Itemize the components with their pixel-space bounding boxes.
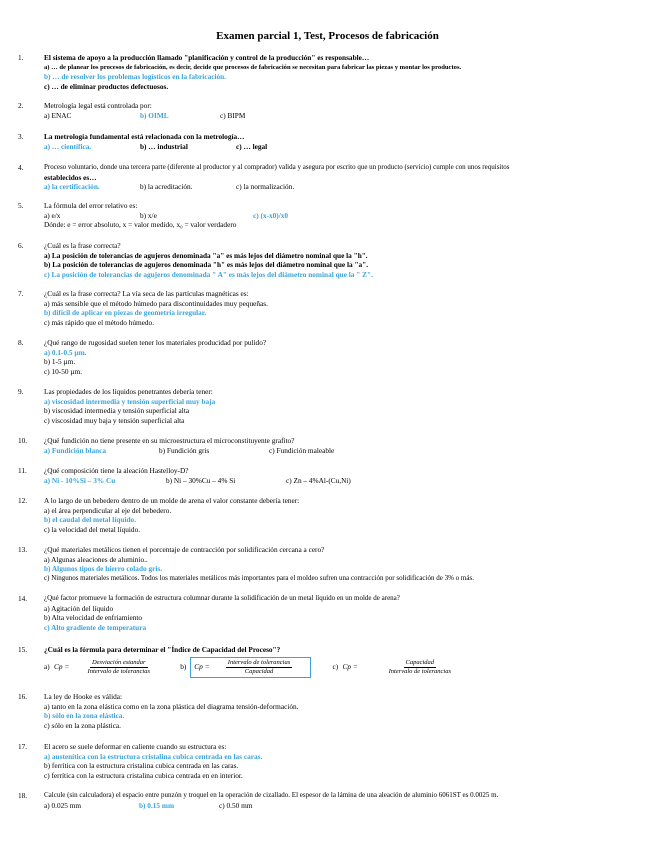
option-a-cp: Cp =	[54, 662, 70, 672]
question-number: 14.	[18, 594, 28, 603]
question-text-cont: establecidos es…	[44, 172, 97, 182]
option-b: b) viscosidad intermedia y tensión superficial alta	[44, 406, 190, 416]
option-a-correct: a) austenítica con la estructura cristalina cubica centrada en las caras.	[44, 751, 263, 761]
option-a-correct: a) … científica.	[44, 141, 92, 151]
question-number: 15.	[18, 645, 28, 654]
option-a-fraction	[71, 659, 166, 676]
option-a: a) … de planear los procesos de fabricación, es decir, decide que procesos de fabricación se necesitan para fabricar las piezas y montar los productos.	[44, 63, 462, 71]
option-c: c) … de eliminar productos defectuosos.	[44, 81, 169, 91]
option-a: a) más sensible que el método húmedo para discontinuidades muy pequeñas.	[44, 298, 268, 308]
question-text: ¿Qué fundición no tiene presente en su microestructura el microconstituyente grafito?	[44, 436, 295, 445]
option-a: a) Algunas aleaciones de aluminio..	[44, 554, 148, 564]
option-b-correct: b) Algunos tipos de hierro colado gris.	[44, 564, 163, 574]
option-b: b) la acreditación.	[140, 182, 193, 192]
page-title: Examen parcial 1, Test, Procesos de fabricación	[216, 30, 439, 42]
option-a-label: a)	[44, 662, 50, 672]
option-c-fraction	[360, 659, 480, 676]
option-c: c) ferrítica con la estructura cristalina cubica centrada en en interior.	[44, 770, 243, 780]
option-b-correct: b) sólo en la zona elástica.	[44, 711, 125, 721]
question-text: La ley de Hooke es válida:	[44, 692, 123, 701]
question-text: Calcule (sin calculadora) el espacio entre punzón y troquel en la operación de cizallado. El espesor de la lámina de una aleación de aluminio 6061ST es 0.0025 m.	[44, 791, 499, 799]
question-number: 17.	[18, 742, 28, 751]
option-a: a) 0.025 mm	[44, 800, 82, 810]
option-a: a) el área perpendicular al eje del bebedero.	[44, 505, 172, 515]
option-b-label: b)	[180, 662, 187, 672]
question-text: ¿Qué factor promueve la formación de estructura columnar durante la solidificación de un metal líquido en un molde de arena?	[44, 594, 400, 602]
option-b-correct: b) difícil de aplicar en piezas de geometría irregular.	[44, 308, 207, 318]
option-c-correct: c) Alto gradiente de temperatura	[44, 622, 147, 632]
formula-note: Dónde: e = error absoluto, x = valor medido, x₀ = valor verdadero	[44, 220, 237, 230]
option-c: c) viscosidad muy baja y tensión superficial alta	[44, 415, 185, 425]
option-b: b) … industrial	[140, 141, 188, 151]
option-b-correct: b) el caudal del metal líquido.	[44, 515, 137, 525]
option-b: b) x/e	[140, 210, 157, 220]
question-text: ¿Cuál es la frase correcta?	[44, 241, 121, 250]
question-text: ¿Cuál es la fórmula para determinar el "Índice de Capacidad del Proceso"?	[44, 645, 281, 654]
question-text: Las propiedades de los líquidos penetrantes debería tener:	[44, 387, 213, 396]
option-c: c) … legal	[236, 141, 268, 151]
question-number: 6.	[18, 241, 24, 250]
option-b-fraction	[212, 659, 307, 676]
option-b: b) Fundición gris	[159, 445, 210, 455]
question-text: El acero se suele deformar en caliente cuando su estructura es:	[44, 742, 227, 751]
option-b: b) La posición de tolerancias de agujeros denominada "h" es más lejos del diámetro nominal que la "a".	[44, 260, 369, 270]
option-a: a) La posición de tolerancias de agujeros denominada "a" es más lejos del diámetro nominal que la "h".	[44, 250, 368, 260]
option-c: c) 10-50 µm.	[44, 366, 83, 376]
question-number: 9.	[18, 387, 24, 396]
option-b-cp: Cp =	[194, 662, 210, 672]
option-c: c) BIPM	[220, 110, 246, 120]
question-number: 16.	[18, 692, 28, 701]
option-a-correct: a) viscosidad intermedia y tensión superficial muy baja	[44, 396, 216, 406]
fraction-numerator: Desviación estandar	[91, 658, 146, 666]
question-text: ¿Qué rango de rugosidad suelen tener los materiales producidad por pulido?	[44, 338, 267, 347]
fraction-denominator: Capacidad	[244, 667, 274, 675]
question-number: 11.	[18, 466, 27, 475]
option-b: b) Ni – 30%Cu – 4% Si	[166, 475, 236, 485]
fraction-denominator: Intervalo de tolerancias	[87, 667, 150, 675]
option-a-correct: a) Ni - 10%Si – 3% Cu	[44, 475, 116, 485]
option-a: a) e/x	[44, 210, 61, 220]
question-number: 5.	[18, 201, 24, 210]
question-text: Proceso voluntario, donde una tercera parte (diferente al productor y al comprador) valida y asegura por escrito que un producto (servicio) cumple con unos requisitos	[44, 163, 510, 171]
option-c: c) la velocidad del metal líquido.	[44, 524, 141, 534]
question-text: Metrología legal está controlada por:	[44, 101, 152, 110]
option-b: b) 1-5 µm.	[44, 357, 76, 367]
question-number: 13.	[18, 545, 28, 554]
question-text: La fórmula del error relativo es:	[44, 201, 138, 210]
option-c: c) sólo en la zona plástica.	[44, 720, 121, 730]
option-b: b) Alta velocidad de enfriamiento	[44, 613, 143, 623]
option-a: a) Agitación del líquido	[44, 603, 114, 613]
question-text: ¿Cuál es la frase correcta? La vía seca de las partículas magnéticas es:	[44, 289, 249, 298]
question-number: 4.	[18, 163, 24, 172]
option-c: c) Fundición maleable	[269, 445, 335, 455]
option-c: c) Zn – 4%Al-(Cu,Ni)	[286, 475, 351, 485]
option-c: c) la normalización.	[236, 182, 295, 192]
option-a-correct: a) 0.1-0.5 µm.	[44, 347, 87, 357]
question-text: ¿Qué materiales metálicos tienen el porcentaje de contracción por solidificación cercana a cero?	[44, 545, 325, 554]
question-number: 10.	[18, 436, 28, 445]
option-c-correct: c) (x-x0)/x0	[253, 210, 289, 220]
question-number: 18.	[18, 791, 28, 800]
question-number: 7.	[18, 289, 24, 298]
option-b-correct-box	[190, 657, 310, 678]
question-text: El sistema de apoyo a la producción llamado "planificación y control de la producción" es responsable…	[44, 53, 370, 62]
option-c-correct: c) La posición de tolerancias de agujeros denominada " A" es más lejos del diámetro nominal que la " Z".	[44, 269, 373, 279]
question-number: 12.	[18, 496, 28, 505]
question-text: La metrología fundamental está relacionada con la metrología…	[44, 132, 245, 141]
option-a: a) tanto en la zona elástica como en la zona plástica del diagrama tensión-deformación.	[44, 701, 299, 711]
option-a-correct: a) Fundición blanca	[44, 445, 107, 455]
fraction-denominator: Intervalo de tolerancias	[388, 667, 452, 675]
question-number: 3.	[18, 132, 24, 141]
fraction-numerator: Intervalo de tolerancias	[227, 658, 291, 666]
question-number: 2.	[18, 101, 24, 110]
fraction-numerator: Capacidad	[405, 658, 435, 666]
option-c-label: c)	[332, 662, 339, 672]
option-a-correct: a) la certificación.	[44, 182, 100, 192]
option-b: b) ferrítica con la estructura cristalina cubica centrada en las caras.	[44, 761, 239, 771]
option-c: c) Ningunos materiales metálicos. Todos los materiales metálicos más importantes para el moldeo sufren una contracción por solidificación de 3% o más.	[44, 573, 474, 582]
question-text: A lo largo de un bebedero dentro de un molde de arena el valor constante debería tener:	[44, 496, 300, 505]
option-a: a) ENAC	[44, 110, 72, 120]
option-c: c) más rápido que el método húmedo.	[44, 317, 155, 327]
question-number: 8.	[18, 338, 24, 347]
option-c-cp: Cp =	[342, 662, 358, 672]
option-b-correct: b) OIML	[140, 110, 169, 120]
option-b-correct: b) … de resolver los problemas logísticos en la fabricación.	[44, 72, 227, 82]
option-c: c) 0.50 mm	[219, 800, 253, 810]
question-text: ¿Qué composición tiene la aleación Hastelloy-D?	[44, 466, 189, 475]
option-b-correct: b) 0.15 mm	[139, 800, 175, 810]
question-number: 1.	[18, 53, 24, 62]
